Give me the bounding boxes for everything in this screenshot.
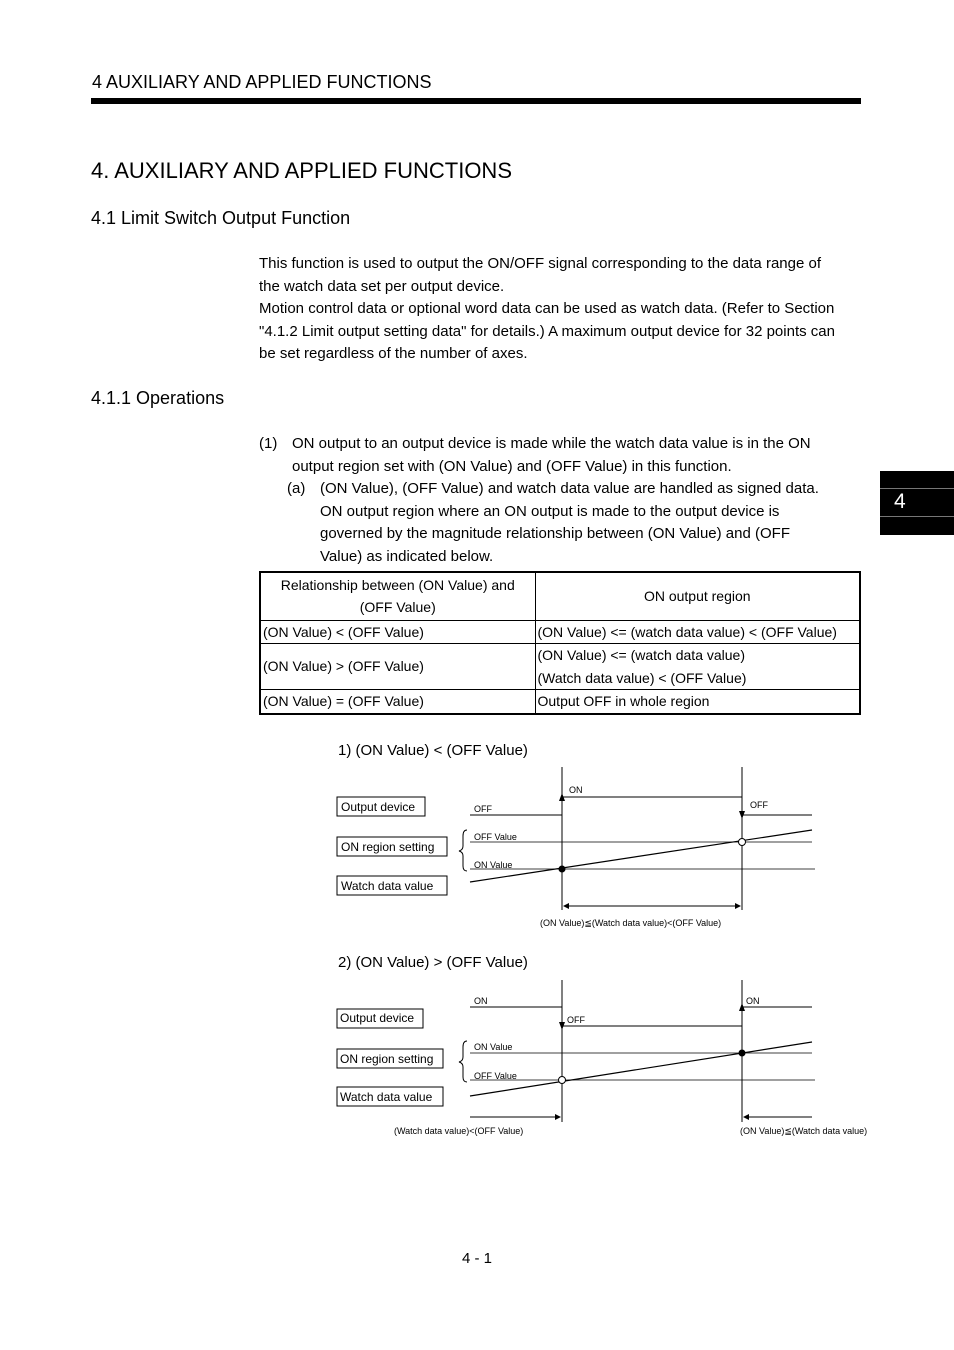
table-cell: (ON Value) <= (watch data value) < (OFF Value) (535, 620, 860, 644)
item-line: ON output region where an ON output is made to the output device is (320, 502, 780, 520)
on-range-label: (ON Value)≦(Watch data value) (740, 1126, 868, 1136)
watch-data-value-label: Watch data value (340, 1090, 433, 1104)
signal-on-label: ON (569, 785, 583, 795)
off-range-label: (Watch data value)<(OFF Value) (394, 1126, 524, 1136)
table-cell: (ON Value) = (OFF Value) (260, 690, 535, 714)
output-device-label: Output device (341, 800, 416, 814)
table-header-cell: ON output region (535, 572, 860, 620)
signal-on-label: ON (746, 996, 760, 1006)
on-value-label: ON Value (474, 1042, 513, 1052)
item-line: (ON Value), (OFF Value) and watch data value are handled as signed data. (320, 480, 819, 497)
signal-off-label: OFF (474, 804, 492, 814)
section-paragraph (259, 253, 835, 366)
cell-line: (Watch data value) < (OFF Value) (537, 669, 747, 686)
page-number: 4 - 1 (461, 1250, 492, 1267)
section-heading: 4.1 Limit Switch Output Function (91, 208, 351, 228)
chapter-title: 4. AUXILIARY AND APPLIED FUNCTIONS (91, 158, 512, 183)
paragraph-line: be set regardless of the number of axes. (259, 345, 528, 362)
item-line: Value) as indicated below. (320, 547, 494, 565)
item-1a-text (320, 478, 819, 568)
off-value-label: OFF Value (474, 1071, 517, 1081)
chapter-tab (880, 471, 954, 535)
subsection-heading: 4.1.1 Operations (91, 388, 225, 408)
table-row (260, 644, 860, 690)
item-1-text (292, 433, 811, 478)
chapter-tab-number: 4 (894, 490, 906, 513)
table-cell: Output OFF in whole region (535, 690, 860, 714)
on-region-setting-label: ON region setting (340, 1052, 434, 1066)
header-line: Relationship between (ON Value) and (280, 577, 515, 594)
diagram-2-caption: 2) (ON Value) > (OFF Value) (338, 954, 528, 971)
on-region-setting-label: ON region setting (341, 840, 435, 854)
table-cell: (ON Value) < (OFF Value) (260, 620, 535, 644)
item-line: output region set with (ON Value) and (OFF Value) in this function. (292, 457, 732, 475)
cell-line: (ON Value) <= (watch data value) (537, 647, 746, 663)
on-range-label: (ON Value)≦(Watch data value)<(OFF Value) (540, 918, 722, 928)
running-header: 4 AUXILIARY AND APPLIED FUNCTIONS (92, 72, 432, 92)
table-header-row (260, 572, 860, 620)
signal-off-label: OFF (567, 1015, 585, 1025)
item-line: governed by the magnitude relationship between (ON Value) and (OFF (320, 525, 790, 542)
diagram-1-caption: 1) (ON Value) < (OFF Value) (338, 742, 528, 759)
signal-on-label: ON (474, 996, 488, 1006)
table-cell: (ON Value) > (OFF Value) (260, 644, 535, 690)
watch-data-value-label: Watch data value (341, 879, 434, 893)
output-device-label: Output device (340, 1011, 415, 1025)
header-line: (OFF Value) (359, 599, 436, 616)
paragraph-line: This function is used to output the ON/OFF signal corresponding to the data range of (259, 255, 821, 272)
item-line: ON output to an output device is made while the watch data value is in the ON (292, 435, 811, 452)
item-1a-number: (a) (287, 480, 306, 497)
signal-off-label: OFF (750, 800, 768, 810)
item-1-number: (1) (259, 435, 278, 452)
header-rule (91, 98, 861, 104)
paragraph-line: Motion control data or optional word data can be used as watch data. (Refer to Section (259, 300, 835, 317)
timing-diagram-2 (0, 975, 954, 1145)
table-row (260, 690, 860, 714)
off-value-label: OFF Value (474, 832, 517, 842)
table-header-cell (260, 572, 535, 620)
table-cell (535, 644, 860, 690)
table-row (260, 620, 860, 644)
relationship-table (259, 571, 861, 715)
paragraph-line: "4.1.2 Limit output setting data" for details.) A maximum output device for 32 points can (259, 322, 835, 340)
on-value-label: ON Value (474, 860, 513, 870)
paragraph-line: the watch data set per output device. (259, 277, 505, 295)
timing-diagram-1 (0, 760, 954, 935)
